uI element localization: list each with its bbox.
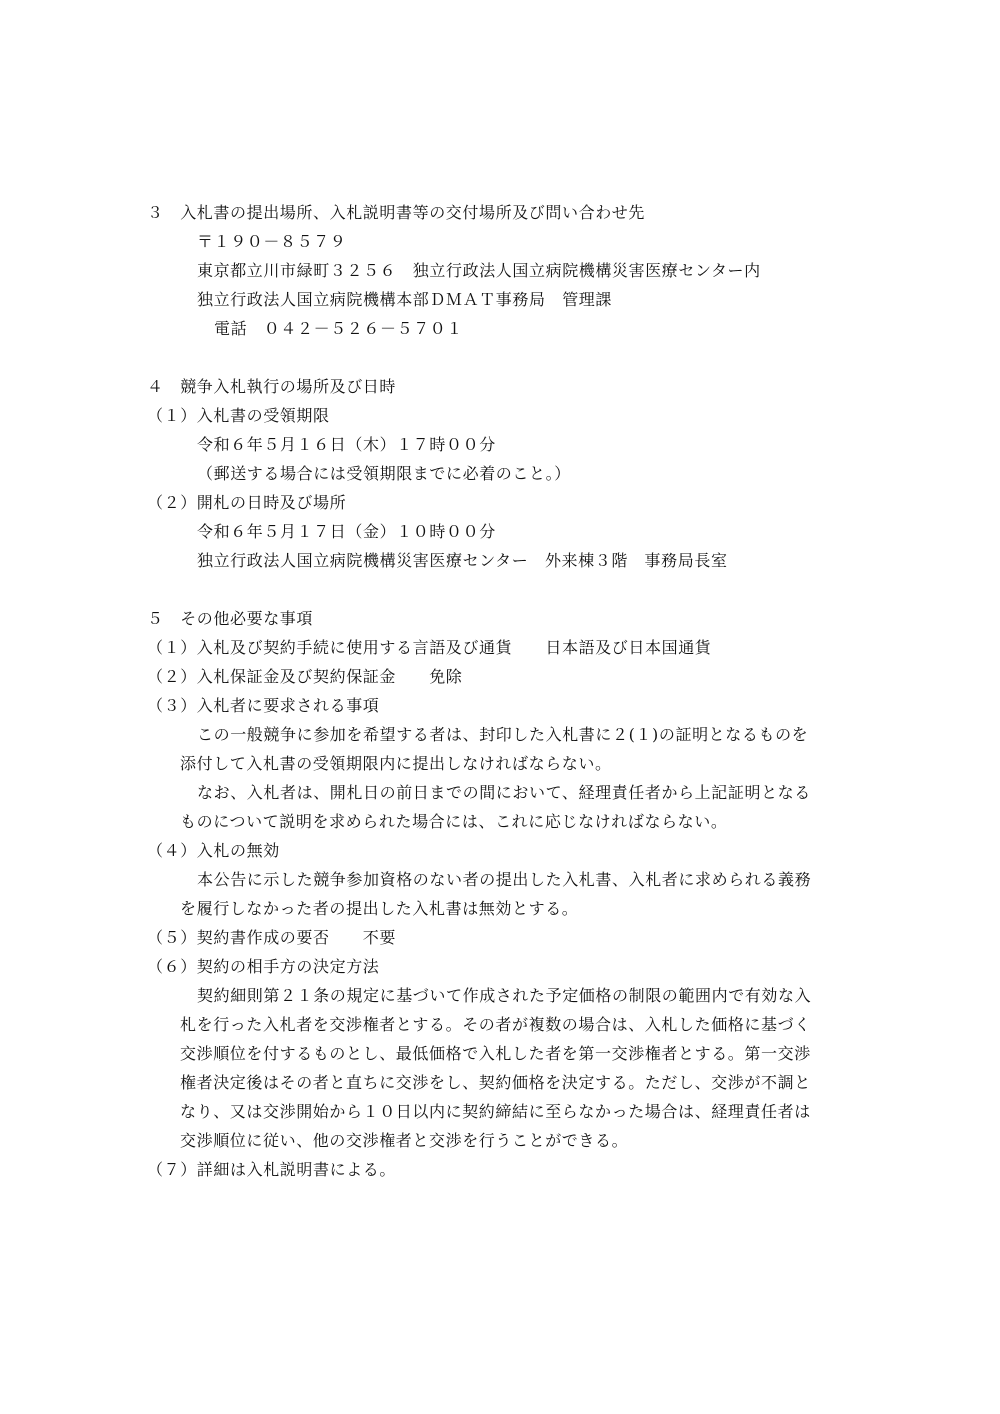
item-4-line-2: を履行しなかった者の提出した入札書は無効とする。 xyxy=(180,899,579,918)
item-6-line-2: 札を行った入札者を交渉権者とする。その者が複数の場合は、入札した価格に基づく xyxy=(180,1015,811,1034)
item-3-paragraph-1-line-2: 添付して入札書の受領期限内に提出しなければならない。 xyxy=(180,754,612,773)
bid-deadline-note: （郵送する場合には受領期限までに必着のこと。） xyxy=(197,464,571,483)
section-4-heading: ４ 競争入札執行の場所及び日時 xyxy=(147,377,397,396)
item-6-line-1: 契約細則第２１条の規定に基づいて作成された予定価格の制限の範囲内で有効な入 xyxy=(197,986,812,1005)
section-5-item-3-title: （３）入札者に要求される事項 xyxy=(147,696,380,715)
office-line: 独立行政法人国立病院機構本部ＤＭＡＴ事務局 管理課 xyxy=(197,290,613,309)
section-3-heading: ３ 入札書の提出場所、入札説明書等の交付場所及び問い合わせ先 xyxy=(147,203,646,222)
item-6-line-4: 権者決定後はその者と直ちに交渉をし、契約価格を決定する。ただし、交渉が不調と xyxy=(180,1073,811,1092)
opening-place: 独立行政法人国立病院機構災害医療センター 外来棟３階 事務局長室 xyxy=(197,551,728,570)
section-5-item-6-title: （６）契約の相手方の決定方法 xyxy=(147,957,380,976)
section-4-item-1-title: （１）入札書の受領期限 xyxy=(147,406,330,425)
section-5-item-7: （７）詳細は入札説明書による。 xyxy=(147,1160,397,1179)
bid-deadline-date: 令和６年５月１６日（木）１７時００分 xyxy=(197,435,496,454)
section-5-item-4-title: （４）入札の無効 xyxy=(147,841,280,860)
section-4-item-2-title: （２）開札の日時及び場所 xyxy=(147,493,347,512)
section-5-item-2: （２）入札保証金及び契約保証金 免除 xyxy=(147,667,463,686)
item-3-paragraph-1-line-1: この一般競争に参加を希望する者は、封印した入札書に２(１)の証明となるものを xyxy=(197,725,809,744)
item-4-line-1: 本公告に示した競争参加資格のない者の提出した入札書、入札者に求められる義務 xyxy=(197,870,812,889)
item-3-paragraph-2-line-1: なお、入札者は、開札日の前日までの間において、経理責任者から上記証明となる xyxy=(197,783,811,802)
item-6-line-6: 交渉順位に従い、他の交渉権者と交渉を行うことができる。 xyxy=(180,1131,629,1150)
phone-line: 電話 ０４２－５２６－５７０１ xyxy=(214,319,464,338)
section-5-heading: ５ その他必要な事項 xyxy=(147,609,314,628)
opening-date: 令和６年５月１７日（金）１０時００分 xyxy=(197,522,496,541)
section-5-item-1: （１）入札及び契約手続に使用する言語及び通貨 日本語及び日本国通貨 xyxy=(147,638,712,657)
section-5-item-5: （５）契約書作成の要否 不要 xyxy=(147,928,397,947)
postal-code: 〒１９０－８５７９ xyxy=(197,232,347,251)
item-6-line-5: なり、又は交渉開始から１０日以内に契約締結に至らなかった場合は、経理責任者は xyxy=(180,1102,811,1121)
item-3-paragraph-2-line-2: ものについて説明を求められた場合には、これに応じなければならない。 xyxy=(180,812,728,831)
address-line: 東京都立川市緑町３２５６ 独立行政法人国立病院機構災害医療センター内 xyxy=(197,261,761,280)
item-6-line-3: 交渉順位を付するものとし、最低価格で入札した者を第一交渉権者とする。第一交渉 xyxy=(180,1044,811,1063)
